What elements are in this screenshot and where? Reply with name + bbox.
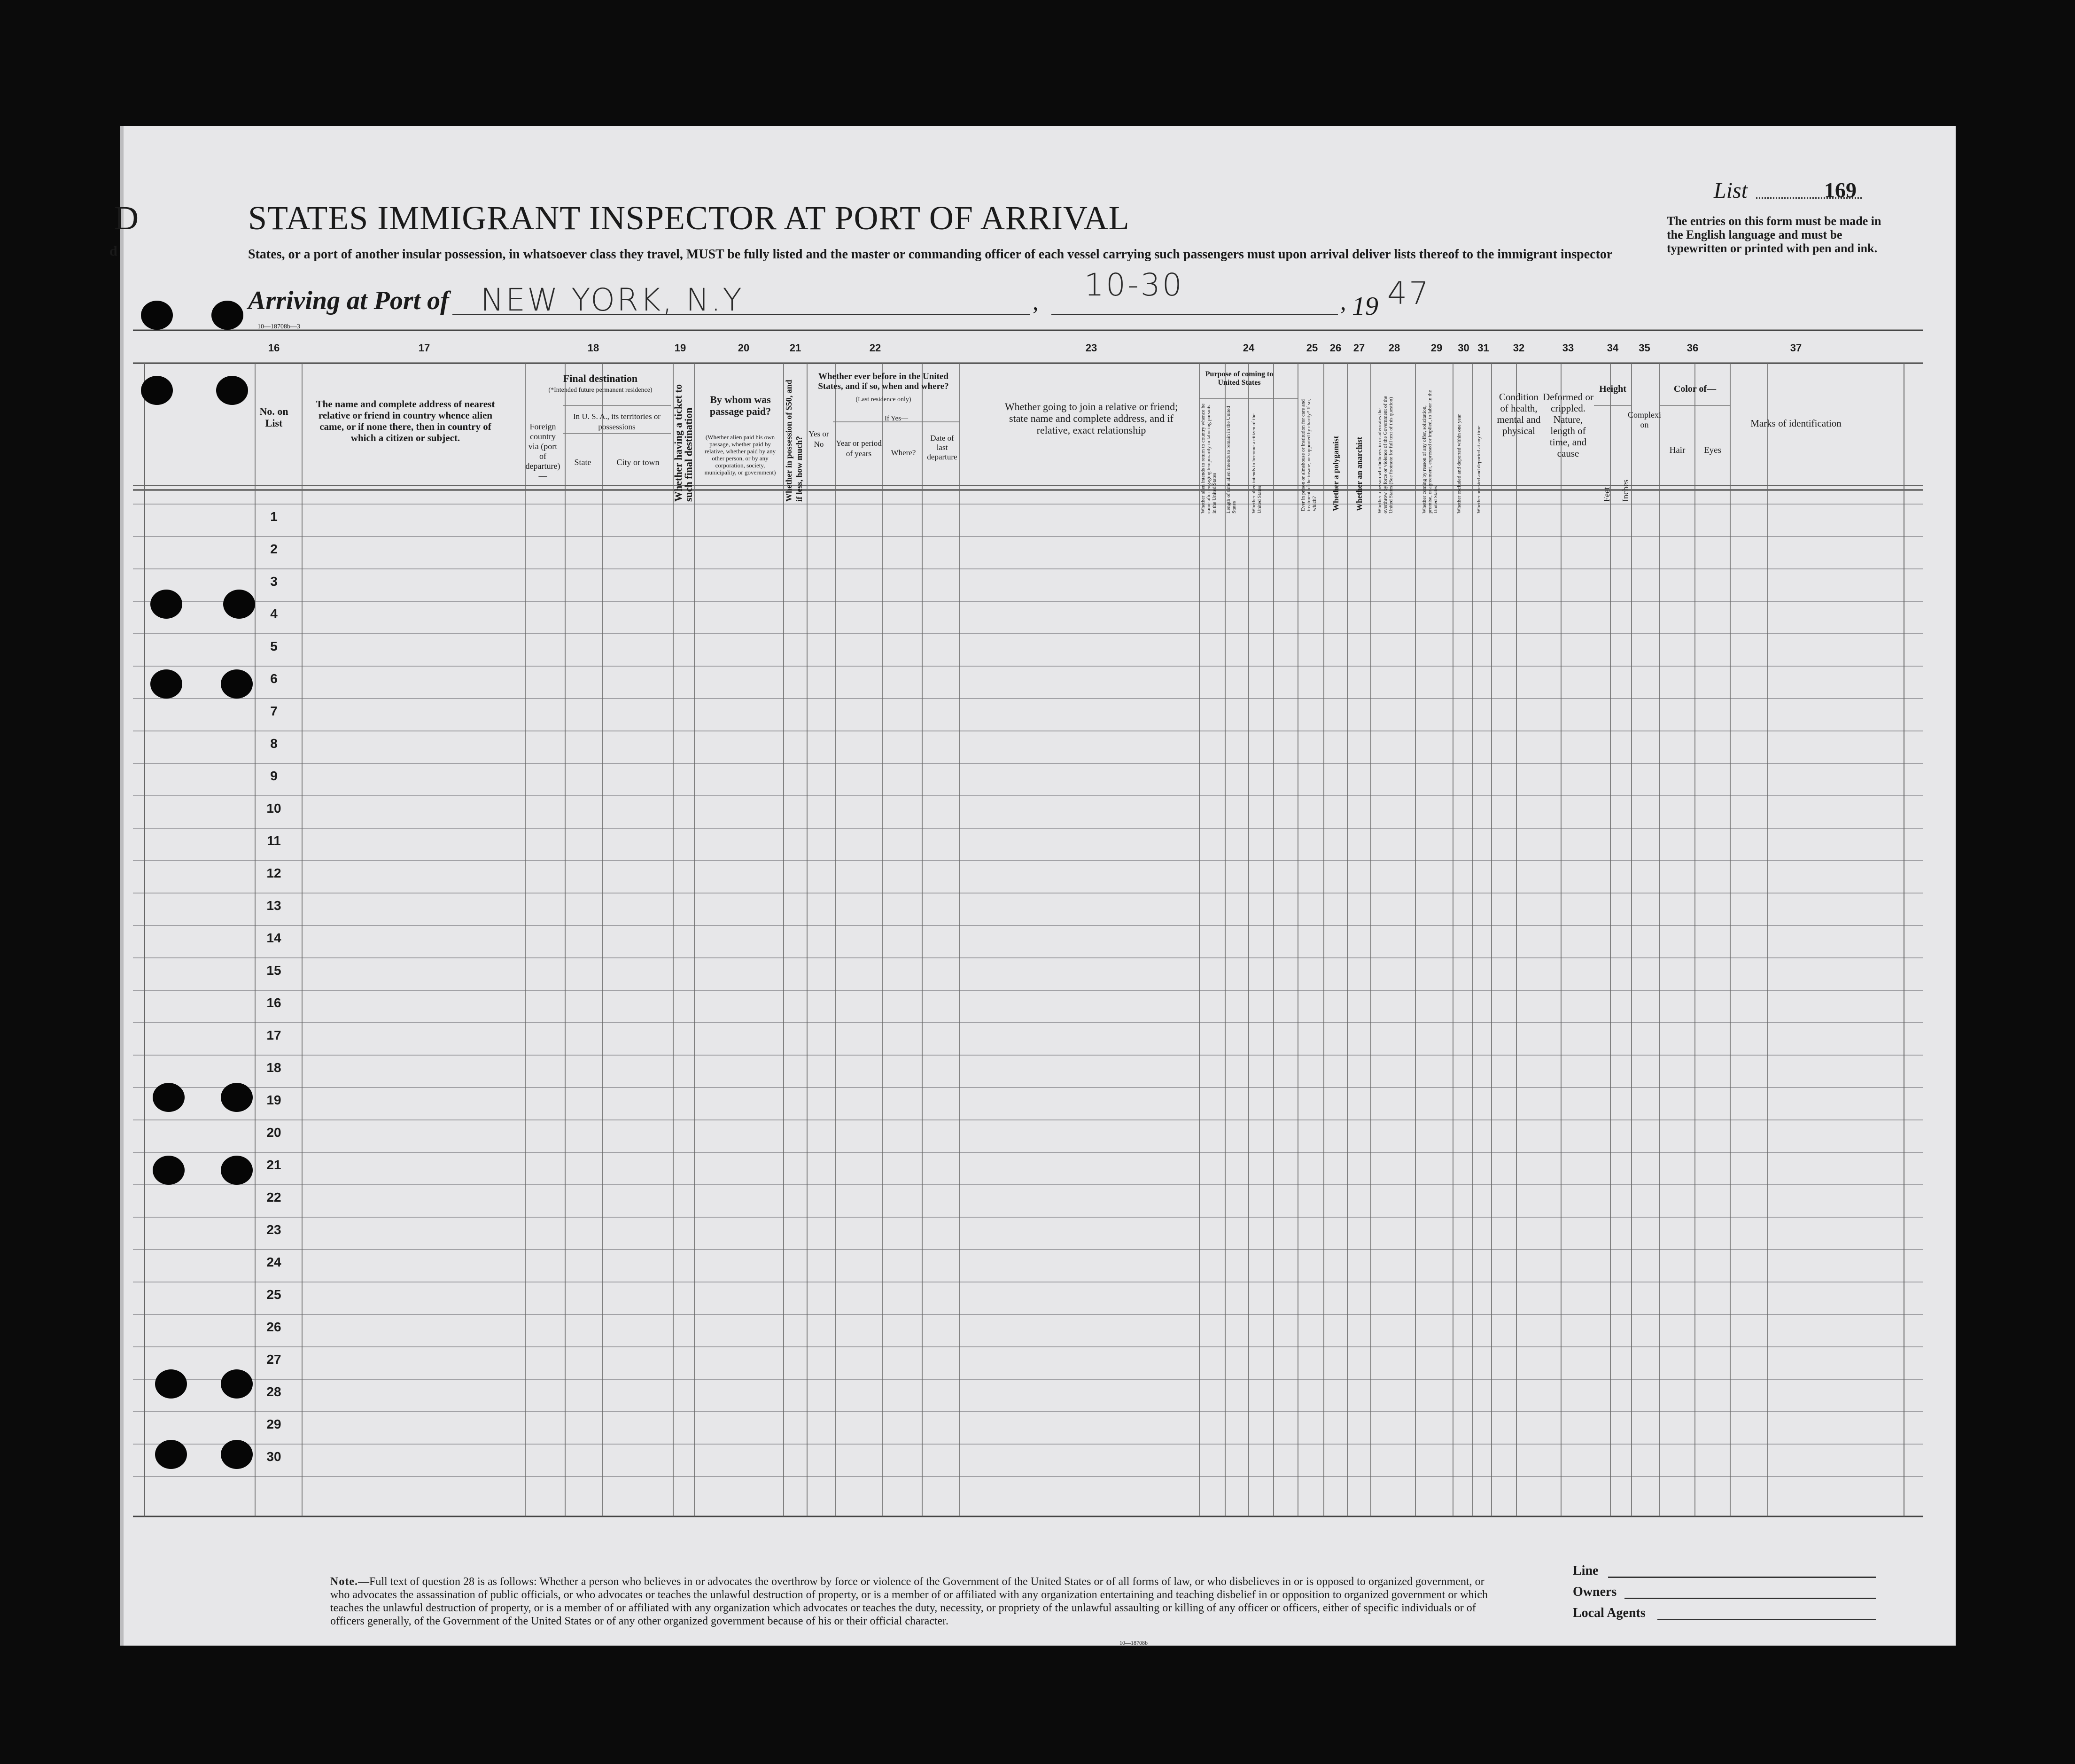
row-number: 27	[266, 1352, 281, 1367]
row-number: 13	[266, 898, 281, 913]
punch-hole	[141, 301, 173, 330]
header-intends-return: Whether alien intends to return to country whence he came after engaging temporarily in laboring pursuits in the United States	[1200, 404, 1217, 513]
header-ticket: Whether having a ticket to such final destination	[672, 384, 694, 502]
header-become-citizen: Whether alien intends to become a citizen of the United States	[1251, 413, 1262, 513]
punch-hole	[221, 1369, 253, 1399]
local-agents-field	[1657, 1619, 1876, 1620]
row-number: 4	[270, 606, 278, 621]
footnote-text: —Full text of question 28 is as follows: Whether a person who believes in or advocates the overthrow by force or violence of the Government of the United States or of all forms of law, or who disbelieves in or is opposed to organized government, or who advocates the assassination of public officials, or who advocates or teaches the unlawful destruction of property, or is a member of or affiliated with any organization entertaining and teaching disbelief in or opposition to organized government or which teaches the unlawful destruction of property, or is a member of or affiliated with any organization which advocates or teaches the duty, necessity, or propriety of the unlawful assaulting or killing of any officer or officers, either of specific individuals or of officers generally, of the Government of the United States or of any other organized government because of his or their official character.	[330, 1576, 1488, 1627]
row-number: 22	[266, 1190, 281, 1204]
header-no-on-list: No. on List	[259, 405, 288, 429]
punch-hole	[155, 1440, 187, 1469]
col-num-29: 29	[1430, 342, 1443, 354]
header-marks: Marks of identification	[1750, 418, 1842, 429]
punch-hole	[211, 301, 243, 330]
line-field	[1608, 1577, 1876, 1578]
punch-hole	[153, 1083, 185, 1112]
header-overthrow: Whether a person who believes in or advocates the overthrow by force or violence of the Government of the United States (See footnote for full text of this question)	[1377, 396, 1394, 513]
arriving-label: Arriving at Port of	[248, 286, 449, 315]
punch-hole	[216, 376, 248, 405]
col-num-32: 32	[1513, 342, 1525, 354]
row-number: 10	[266, 801, 281, 816]
row-number: 20	[266, 1125, 281, 1140]
header-purpose: Purpose of coming to United States	[1205, 370, 1274, 387]
header-state: State	[574, 458, 591, 467]
col-num-27: 27	[1353, 342, 1365, 354]
list-number: 169	[1824, 178, 1857, 202]
col-num-18: 18	[587, 342, 599, 354]
row-number: 3	[270, 574, 278, 589]
row-number: 19	[266, 1093, 281, 1107]
header-eyes: Eyes	[1704, 445, 1721, 455]
col-num-35: 35	[1639, 342, 1650, 354]
col-num-20: 20	[738, 342, 750, 354]
punch-hole	[221, 669, 253, 699]
col-num-25: 25	[1306, 342, 1318, 354]
punch-hole	[141, 376, 173, 405]
row-number: 30	[266, 1449, 281, 1464]
col-num-28: 28	[1388, 342, 1400, 354]
header-passage-note: (Whether alien paid his own passage, whether paid by relative, whether paid by any other person, or by any corporation, society, municipality, or government)	[704, 434, 776, 476]
col-num-23: 23	[1085, 342, 1097, 354]
row-number: 16	[266, 995, 281, 1010]
year-handwritten: 47	[1387, 275, 1430, 311]
left-edge-letter: D	[114, 199, 139, 237]
col-num-17: 17	[418, 342, 430, 354]
owners-field	[1624, 1598, 1876, 1599]
row-number: 9	[270, 769, 278, 783]
row-number: 28	[266, 1384, 281, 1399]
col-num-26: 26	[1329, 342, 1342, 354]
header-polygamist: Whether a polygamist	[1331, 435, 1340, 511]
punch-hole	[150, 669, 182, 699]
row-number: 12	[266, 866, 281, 880]
comma-2: ,	[1340, 288, 1346, 315]
header-yes-no: Yes or No	[808, 429, 829, 449]
header-city: City or town	[616, 458, 660, 467]
header-fifty-dollars: Whether in possession of $50, and if less, how much?	[784, 380, 804, 502]
list-label: List	[1714, 178, 1748, 203]
header-arrested: Whether arrested and deported at any time	[1476, 426, 1482, 513]
year-printed: 19	[1352, 292, 1378, 321]
row-number: 18	[266, 1060, 281, 1075]
header-prison: Ever in prison or almshouse or institution for care and treatment of the insane, or supported by charity? If so, which?	[1300, 399, 1317, 511]
header-passage-paid: By whom was passage paid?	[709, 394, 771, 417]
row-number: 21	[266, 1158, 281, 1172]
punch-hole	[221, 1440, 253, 1469]
row-number: 7	[270, 704, 278, 718]
row-number: 23	[266, 1222, 281, 1237]
col-num-16: 16	[268, 342, 280, 354]
col-num-31: 31	[1477, 342, 1489, 354]
col-num-22: 22	[869, 342, 881, 354]
punch-hole	[221, 1083, 253, 1112]
header-final-destination-note: (*Intended future permanent residence)	[548, 387, 653, 394]
row-number: 26	[266, 1320, 281, 1334]
punch-hole	[223, 590, 255, 619]
punch-hole	[150, 590, 182, 619]
port-handwritten: NEW YORK, N.Y	[481, 282, 744, 318]
comma: ,	[1033, 288, 1039, 315]
header-length-of-time: Length of time alien intends to remain in the United States	[1226, 406, 1237, 513]
row-number: 5	[270, 639, 278, 653]
header-final-destination: Final destination	[563, 373, 638, 384]
local-agents-label: Local Agents	[1573, 1606, 1646, 1620]
col-num-30: 30	[1458, 342, 1469, 354]
row-number: 2	[270, 542, 278, 556]
col-num-37: 37	[1790, 342, 1802, 354]
header-relative-address: The name and complete address of nearest relative or friend in country whence alien came, or if none there, then in country of which a citizen or subject.	[316, 398, 495, 443]
punch-hole	[155, 1369, 187, 1399]
row-number: 11	[267, 833, 281, 848]
form-title: STATES IMMIGRANT INSPECTOR AT PORT OF ARRIVAL	[248, 199, 1130, 237]
header-deformed: Deformed or crippled. Nature, length of time, and cause	[1543, 391, 1593, 459]
col-num-19: 19	[674, 342, 686, 354]
header-color-of: Color of—	[1673, 384, 1717, 394]
header-condition: Condition of health, mental and physical	[1497, 391, 1541, 436]
col-num-34: 34	[1607, 342, 1619, 354]
header-feet: Feet	[1602, 487, 1611, 502]
left-edge-fragment: d	[109, 243, 117, 259]
footnote	[330, 1575, 1505, 1628]
row-number: 15	[266, 963, 281, 978]
header-last-departure: Date of last departure	[927, 434, 957, 461]
header-in-usa: In U. S. A., its territories or possessions	[573, 412, 661, 431]
header-inches: Inches	[1621, 480, 1630, 502]
header-ever-before: Whether ever before in the United States, and if so, when and where?	[818, 372, 949, 391]
entries-note: The entries on this form must be made in the English language and must be typewritten or printed with pen and ink.	[1667, 214, 1881, 255]
row-number: 25	[266, 1287, 281, 1302]
row-number: 17	[266, 1028, 281, 1042]
row-number: 24	[266, 1255, 281, 1269]
header-where: Where?	[891, 448, 916, 457]
date-handwritten: 10-30	[1084, 267, 1184, 303]
header-height: Height	[1599, 384, 1626, 394]
col-num-36: 36	[1686, 342, 1699, 354]
col-num-21: 21	[789, 342, 801, 354]
header-ever-before-note: (Last residence only)	[855, 396, 911, 403]
header-year-period: Year or period of years	[836, 439, 882, 458]
header-join-relative: Whether going to join a relative or friend; state name and complete address, and if relative, exact relationship	[1004, 401, 1178, 436]
footer-form-code: 10—18708b	[1119, 1640, 1148, 1646]
header-anarchist: Whether an anarchist	[1355, 436, 1364, 511]
footnote-label: Note.	[330, 1576, 358, 1588]
header-complexion: Complexion	[1628, 410, 1661, 429]
row-number: 14	[266, 931, 281, 945]
row-number: 1	[270, 509, 278, 524]
header-excluded: Whether excluded and deported within one year	[1456, 414, 1462, 513]
header-hair: Hair	[1669, 445, 1686, 455]
header-labor-offer: Whether coming by reason of any offer, solicitation, promise, or agreement, expressed or implied, to labor in the United States	[1422, 390, 1438, 513]
row-number: 6	[270, 671, 278, 686]
header-foreign-country: Foreign country via (port of departure)—	[525, 422, 560, 481]
col-num-33: 33	[1562, 342, 1574, 354]
form-code: 10—18708b—3	[257, 323, 300, 330]
row-number: 8	[270, 736, 278, 751]
punch-hole	[153, 1156, 185, 1185]
header-if-yes: If Yes—	[884, 415, 908, 422]
punch-hole	[221, 1156, 253, 1185]
form-subtitle: States, or a port of another insular possession, in whatsoever class they travel, MUST be fully listed and the master or commanding officer of each vessel carrying such passengers must upon arrival deliver lists thereof to the immigrant inspector	[248, 247, 1613, 262]
row-number: 29	[266, 1417, 281, 1431]
col-num-24: 24	[1243, 342, 1255, 354]
line-label: Line	[1573, 1563, 1599, 1578]
manifest-sheet	[109, 126, 1956, 1646]
owners-label: Owners	[1573, 1585, 1617, 1599]
